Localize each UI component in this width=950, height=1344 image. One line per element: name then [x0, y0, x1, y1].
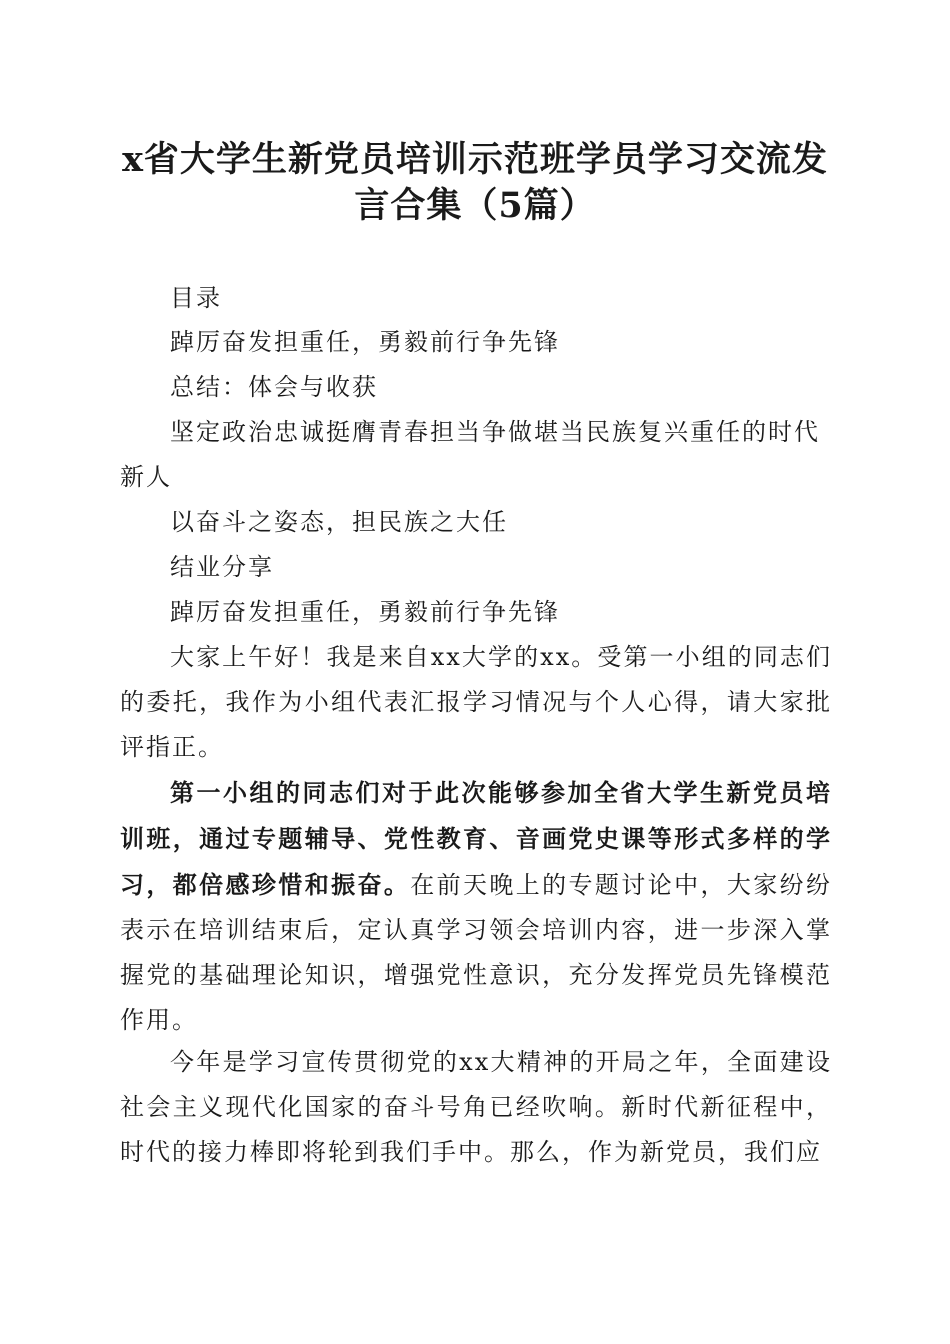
- paragraph: 大家上午好！我是来自xx大学的xx。受第一小组的同志们的委托，我作为小组代表汇报学习情况与个人心得，请大家批评指正。: [120, 643, 832, 761]
- toc-heading: 目录: [170, 284, 222, 312]
- toc-item: 踔厉奋发担重任，勇毅前行争先锋: [170, 328, 560, 356]
- paragraph-regular-part: 在前天晚上的专题讨论中，大家纷纷表示在培训结束后，定认真学习领会培训内容，进一步深入掌握党的基础理论知识，增强党性意识，充分发挥党员先锋模范作用。: [120, 871, 833, 1034]
- toc-item: 坚定政治忠诚挺膺青春担当争做堪当民族复兴重任的时代新人: [120, 418, 820, 491]
- section-title: 踔厉奋发担重任，勇毅前行争先锋: [170, 598, 560, 626]
- toc-item: 以奋斗之姿态，担民族之大任: [170, 508, 508, 536]
- toc-item: 结业分享: [170, 553, 274, 581]
- paragraph: [120, 770, 832, 1043]
- document-title-line-1: x省大学生新党员培训示范班学员学习交流发: [122, 139, 828, 180]
- document-title-line-2: 言合集（5篇）: [354, 185, 596, 226]
- paragraph: 今年是学习宣传贯彻党的xx大精神的开局之年，全面建设社会主义现代化国家的奋斗号角已经吹响。新时代新征程中，时代的接力棒即将轮到我们手中。那么，作为新党员，我们应: [120, 1048, 832, 1166]
- paragraph-bold-part: 第一小组的同志们对于此次能够参加全省大学生新党员培训班，通过专题辅导、党性教育、音画党史课等形式多样的学习，都倍感珍惜和振奋。: [120, 778, 832, 899]
- toc-item: 总结：体会与收获: [170, 373, 378, 401]
